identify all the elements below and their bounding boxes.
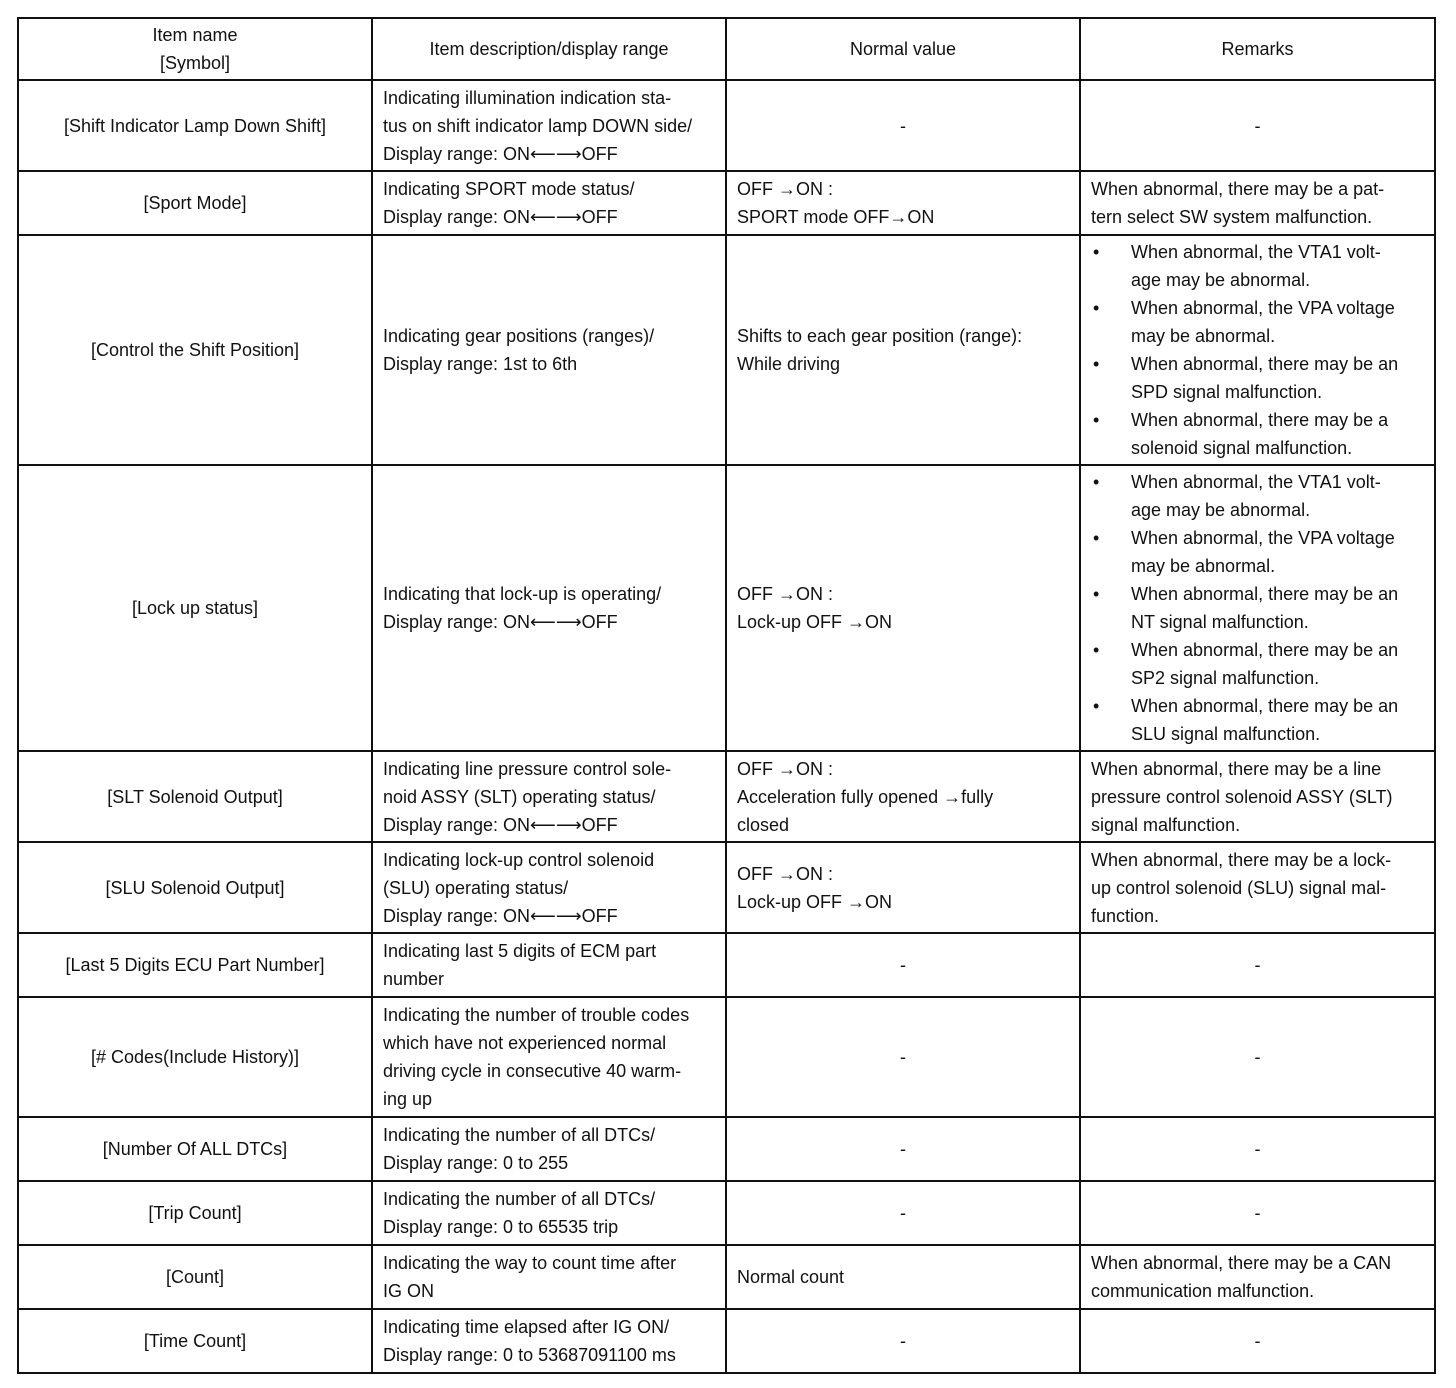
remarks-bullet-list [1091, 238, 1424, 462]
item-name-cell: [Number Of ALL DTCs] [18, 1117, 372, 1181]
normal-value-cell-line: - [900, 1047, 906, 1067]
remarks-cell-line: - [1254, 1203, 1261, 1223]
remarks-cell-line: signal malfunction. [1091, 814, 1241, 835]
description-cell-line: ing up [383, 1089, 433, 1109]
description-cell-line: Display range: 1st to 6th [383, 354, 578, 374]
remarks-bullet-line: SLU signal malfunction. [1131, 724, 1321, 744]
table-row [18, 933, 1435, 997]
normal-value-cell-line: OFF →ON : [737, 758, 833, 779]
remarks-cell [1080, 1181, 1435, 1245]
header-description: Item description/display range [372, 18, 726, 80]
remarks-bullet-line: When abnormal, the VTA1 volt- [1131, 242, 1381, 262]
description-cell [372, 235, 726, 465]
normal-value-cell-line: - [900, 955, 906, 975]
description-cell-line: driving cycle in consecutive 40 warm- [383, 1061, 682, 1081]
header-item-name: Item name [Symbol] [18, 18, 372, 80]
normal-value-cell [726, 80, 1080, 171]
remarks-cell-line: When abnormal, there may be a CAN [1091, 1253, 1392, 1273]
description-cell-line: Indicating line pressure control sole- [383, 758, 672, 779]
bullet-icon: • [1093, 410, 1100, 430]
normal-value-cell [726, 751, 1080, 842]
bullet-icon: • [1093, 242, 1100, 262]
table-row [18, 235, 1435, 465]
normal-value-cell-line: - [900, 1331, 906, 1351]
normal-value-cell-line: OFF →ON : [737, 179, 833, 199]
remarks-cell [1080, 465, 1435, 751]
description-cell-line: Indicating lock-up control solenoid [383, 849, 655, 870]
description-cell-line: Display range: 0 to 53687091100 ms [383, 1345, 676, 1365]
normal-value-cell-line: - [900, 1139, 906, 1159]
bullet-icon: • [1093, 696, 1100, 716]
description-cell-line: Indicating that lock-up is operating/ [383, 584, 662, 604]
description-cell-line: Display range: ON⟵⟶OFF [383, 612, 618, 632]
remarks-cell-line: function. [1091, 905, 1160, 926]
description-cell-line: Display range: ON⟵⟶OFF [383, 905, 618, 926]
remarks-cell-line: up control solenoid (SLU) signal mal- [1091, 877, 1387, 898]
remarks-cell [1080, 235, 1435, 465]
description-cell-line: Indicating the number of all DTCs/ [383, 1189, 656, 1209]
table-row [18, 1245, 1435, 1309]
remarks-bullet-line: When abnormal, the VPA voltage [1131, 298, 1395, 318]
bullet-icon: • [1093, 472, 1100, 492]
remarks-bullet-line: NT signal malfunction. [1131, 612, 1309, 632]
description-cell-line: Display range: ON⟵⟶OFF [383, 207, 618, 227]
description-cell-line: number [383, 969, 445, 989]
description-cell [372, 1245, 726, 1309]
table-row [18, 465, 1435, 751]
description-cell [372, 1117, 726, 1181]
description-cell-line: Display range: 0 to 255 [383, 1153, 569, 1173]
remarks-bullet-item [1091, 524, 1424, 580]
item-name-cell: [Time Count] [18, 1309, 372, 1373]
remarks-bullet-item [1091, 580, 1424, 636]
normal-value-cell-line: Normal count [737, 1267, 845, 1287]
normal-value-cell-line: closed [737, 814, 790, 835]
header-normal-value: Normal value [726, 18, 1080, 80]
remarks-cell-line: When abnormal, there may be a lock- [1091, 849, 1392, 870]
normal-value-cell [726, 1245, 1080, 1309]
description-cell-line: Indicating time elapsed after IG ON/ [383, 1317, 670, 1337]
item-name-cell: [Control the Shift Position] [18, 235, 372, 465]
remarks-cell [1080, 1245, 1435, 1309]
remarks-cell [1080, 933, 1435, 997]
remarks-cell-line: When abnormal, there may be a pat- [1091, 179, 1385, 199]
remarks-cell-line: When abnormal, there may be a line [1091, 758, 1382, 779]
remarks-bullet-line: SP2 signal malfunction. [1131, 668, 1320, 688]
normal-value-cell [726, 933, 1080, 997]
description-cell-line: which have not experienced normal [383, 1033, 667, 1053]
bullet-icon: • [1093, 354, 1100, 374]
remarks-bullet-item [1091, 350, 1424, 406]
description-cell-line: Indicating illumination indication sta- [383, 87, 672, 108]
normal-value-cell-line: Acceleration fully opened →fully [737, 786, 994, 807]
normal-value-cell-line: While driving [737, 354, 841, 374]
remarks-cell [1080, 997, 1435, 1117]
normal-value-cell [726, 1181, 1080, 1245]
remarks-bullet-list [1091, 468, 1424, 748]
header-row [18, 18, 1435, 80]
remarks-bullet-line: When abnormal, there may be a [1131, 410, 1389, 430]
item-name-cell: [Count] [18, 1245, 372, 1309]
table-row [18, 1309, 1435, 1373]
remarks-cell-line: tern select SW system malfunction. [1091, 207, 1373, 227]
description-cell [372, 751, 726, 842]
normal-value-cell [726, 235, 1080, 465]
remarks-bullet-line: When abnormal, there may be an [1131, 354, 1399, 374]
normal-value-cell [726, 171, 1080, 235]
remarks-bullet-line: SPD signal malfunction. [1131, 382, 1323, 402]
normal-value-cell-line: Lock-up OFF →ON [737, 612, 893, 632]
description-cell-line: (SLU) operating status/ [383, 877, 569, 898]
remarks-cell [1080, 842, 1435, 933]
remarks-cell-line: - [1254, 115, 1261, 136]
normal-value-cell-line: Shifts to each gear position (range): [737, 326, 1023, 346]
description-cell-line: Indicating SPORT mode status/ [383, 179, 635, 199]
normal-value-cell-line: Lock-up OFF →ON [737, 891, 893, 912]
description-cell-line: Indicating last 5 digits of ECM part [383, 941, 657, 961]
item-name-cell: [Shift Indicator Lamp Down Shift] [18, 80, 372, 171]
description-cell-line: Display range: ON⟵⟶OFF [383, 143, 618, 164]
description-cell-line: IG ON [383, 1281, 435, 1301]
remarks-bullet-line: When abnormal, the VPA voltage [1131, 528, 1395, 548]
normal-value-cell-line: SPORT mode OFF→ON [737, 207, 935, 227]
remarks-cell-line: - [1254, 955, 1261, 975]
item-name-cell: [Last 5 Digits ECU Part Number] [18, 933, 372, 997]
remarks-cell [1080, 80, 1435, 171]
description-cell-line: noid ASSY (SLT) operating status/ [383, 786, 656, 807]
bullet-icon: • [1093, 298, 1100, 318]
description-cell-line: Indicating the number of trouble codes [383, 1005, 690, 1025]
remarks-bullet-line: When abnormal, there may be an [1131, 696, 1399, 716]
bullet-icon: • [1093, 584, 1100, 604]
item-name-cell: [Lock up status] [18, 465, 372, 751]
description-cell-line: Display range: 0 to 65535 trip [383, 1217, 619, 1237]
remarks-bullet-item [1091, 636, 1424, 692]
table-row [18, 80, 1435, 171]
description-cell-line: Indicating the way to count time after [383, 1253, 677, 1273]
table-row [18, 171, 1435, 235]
item-name-cell: [SLT Solenoid Output] [18, 751, 372, 842]
remarks-cell-line: - [1254, 1047, 1261, 1067]
description-cell [372, 465, 726, 751]
remarks-cell-line: pressure control solenoid ASSY (SLT) [1091, 786, 1393, 807]
item-name-cell: [SLU Solenoid Output] [18, 842, 372, 933]
description-cell [372, 80, 726, 171]
remarks-bullet-line: When abnormal, the VTA1 volt- [1131, 472, 1381, 492]
normal-value-cell-line: OFF →ON : [737, 863, 833, 884]
description-cell [372, 1181, 726, 1245]
remarks-bullet-item [1091, 692, 1424, 748]
normal-value-cell [726, 1309, 1080, 1373]
remarks-cell-line: - [1254, 1139, 1261, 1159]
normal-value-cell [726, 842, 1080, 933]
remarks-bullet-line: age may be abnormal. [1131, 500, 1311, 520]
item-name-cell: [Trip Count] [18, 1181, 372, 1245]
description-cell [372, 1309, 726, 1373]
bullet-icon: • [1093, 640, 1100, 660]
table-row [18, 842, 1435, 933]
remarks-bullet-item [1091, 468, 1424, 524]
description-cell-line: Indicating gear positions (ranges)/ [383, 326, 655, 346]
remarks-bullet-item [1091, 406, 1424, 462]
normal-value-cell-line: - [900, 1203, 906, 1223]
remarks-bullet-item [1091, 238, 1424, 294]
normal-value-cell [726, 997, 1080, 1117]
normal-value-cell [726, 465, 1080, 751]
item-name-cell: [Sport Mode] [18, 171, 372, 235]
remarks-cell [1080, 751, 1435, 842]
remarks-bullet-line: may be abnormal. [1131, 326, 1276, 346]
remarks-bullet-line: age may be abnormal. [1131, 270, 1311, 290]
remarks-bullet-line: When abnormal, there may be an [1131, 640, 1399, 660]
normal-value-cell-line: - [900, 115, 906, 136]
description-cell-line: Display range: ON⟵⟶OFF [383, 814, 618, 835]
description-cell [372, 842, 726, 933]
description-cell [372, 997, 726, 1117]
remarks-cell [1080, 171, 1435, 235]
bullet-icon: • [1093, 528, 1100, 548]
remarks-cell-line: - [1254, 1331, 1261, 1351]
header-remarks: Remarks [1080, 18, 1435, 80]
description-cell [372, 171, 726, 235]
remarks-bullet-line: When abnormal, there may be an [1131, 584, 1399, 604]
description-cell [372, 933, 726, 997]
item-name-cell: [# Codes(Include History)] [18, 997, 372, 1117]
remarks-cell [1080, 1309, 1435, 1373]
table-row [18, 997, 1435, 1117]
data-monitor-table [17, 17, 1436, 1374]
remarks-bullet-item [1091, 294, 1424, 350]
remarks-cell-line: communication malfunction. [1091, 1281, 1315, 1301]
normal-value-cell-line: OFF →ON : [737, 584, 833, 604]
table-row [18, 1181, 1435, 1245]
remarks-bullet-line: may be abnormal. [1131, 556, 1276, 576]
description-cell-line: Indicating the number of all DTCs/ [383, 1125, 656, 1145]
remarks-bullet-line: solenoid signal malfunction. [1131, 438, 1353, 458]
description-cell-line: tus on shift indicator lamp DOWN side/ [383, 115, 693, 136]
table-row [18, 1117, 1435, 1181]
table-row [18, 751, 1435, 842]
normal-value-cell [726, 1117, 1080, 1181]
remarks-cell [1080, 1117, 1435, 1181]
